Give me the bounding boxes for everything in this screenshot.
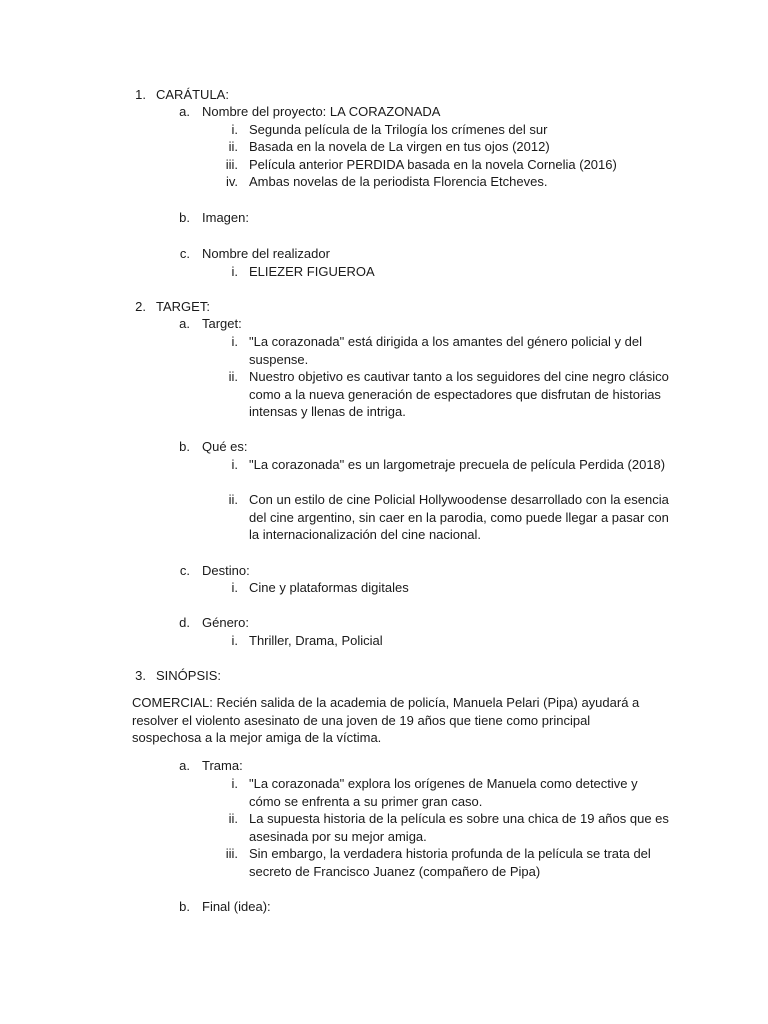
item-label: Género: (202, 615, 249, 630)
list-roman: i. (231, 122, 238, 137)
item-label: Destino: (202, 563, 250, 578)
item-label: Nombre del realizador (202, 246, 330, 261)
item-text: Sin embargo, la verdadera historia profunda de la película se trata del secreto de Francisco Juanez (compañero de Pipa) (249, 846, 651, 879)
list-roman: iv. (225, 174, 238, 189)
list-letter: a. (179, 104, 190, 119)
list-letter: c. (179, 246, 190, 261)
list-roman: ii. (228, 139, 238, 154)
item-text: Thriller, Drama, Policial (249, 633, 383, 648)
item-label: Trama: (202, 758, 243, 773)
item-label: Target: (202, 316, 242, 331)
list-roman: ii. (228, 811, 238, 826)
section-title: TARGET: (156, 299, 210, 314)
list-roman: i. (231, 580, 238, 595)
list-letter: b. (179, 439, 190, 454)
list-roman: ii. (228, 492, 238, 507)
list-roman: iii. (225, 157, 238, 172)
list-letter: b. (179, 899, 190, 914)
list-number: 3. (135, 668, 146, 683)
list-number: 1. (135, 87, 146, 102)
list-roman: ii. (228, 369, 238, 384)
item-text: Con un estilo de cine Policial Hollywoodense desarrollado con la esencia del cine argentino, sin caer en la parodia, como puede llegar a pasar con la internacionalización del cine nacional. (249, 492, 669, 542)
commercial-synopsis: COMERCIAL: Recién salida de la academia de policía, Manuela Pelari (Pipa) ayudará a resolver el violento asesinato de una joven de 19 años que tiene como principal sospechosa a la mejor amiga de la víctima. (132, 695, 640, 745)
list-roman: i. (231, 334, 238, 349)
item-text: Cine y plataformas digitales (249, 580, 409, 595)
list-roman: i. (231, 457, 238, 472)
item-text: "La corazonada" es un largometraje precuela de película Perdida (2018) (249, 457, 666, 472)
section-title: CARÁTULA: (156, 87, 229, 102)
list-letter: c. (179, 563, 190, 578)
list-roman: iii. (225, 846, 238, 861)
list-letter: b. (179, 210, 190, 225)
list-number: 2. (135, 299, 146, 314)
list-roman: i. (231, 776, 238, 791)
item-text: "La corazonada" explora los orígenes de Manuela como detective y cómo se enfrenta a su primer gran caso. (249, 776, 638, 809)
item-text: "La corazonada" está dirigida a los amantes del género policial y del suspense. (249, 334, 642, 367)
item-text: La supuesta historia de la película es sobre una chica de 19 años que es asesinada por su mejor amiga. (249, 811, 669, 844)
item-text: Película anterior PERDIDA basada en la novela Cornelia (2016) (249, 157, 617, 172)
list-roman: i. (231, 633, 238, 648)
item-text: Segunda película de la Trilogía los crímenes del sur (249, 122, 548, 137)
item-text: Ambas novelas de la periodista Florencia Etcheves. (249, 174, 548, 189)
section-title: SINÓPSIS: (156, 668, 222, 683)
item-text: ELIEZER FIGUEROA (249, 264, 375, 279)
item-label: Imagen: (202, 210, 249, 225)
list-letter: d. (179, 615, 190, 630)
list-letter: a. (179, 316, 190, 331)
item-label: Nombre del proyecto: LA CORAZONADA (202, 104, 441, 119)
item-text: Nuestro objetivo es cautivar tanto a los seguidores del cine negro clásico como a la nueva generación de espectadores que disfrutan de historias intensas y llenas de intriga. (249, 369, 669, 419)
list-roman: i. (231, 264, 238, 279)
item-text: Basada en la novela de La virgen en tus ojos (2012) (249, 139, 550, 154)
item-label: Qué es: (202, 439, 248, 454)
item-label: Final (idea): (202, 899, 271, 914)
list-letter: a. (179, 758, 190, 773)
